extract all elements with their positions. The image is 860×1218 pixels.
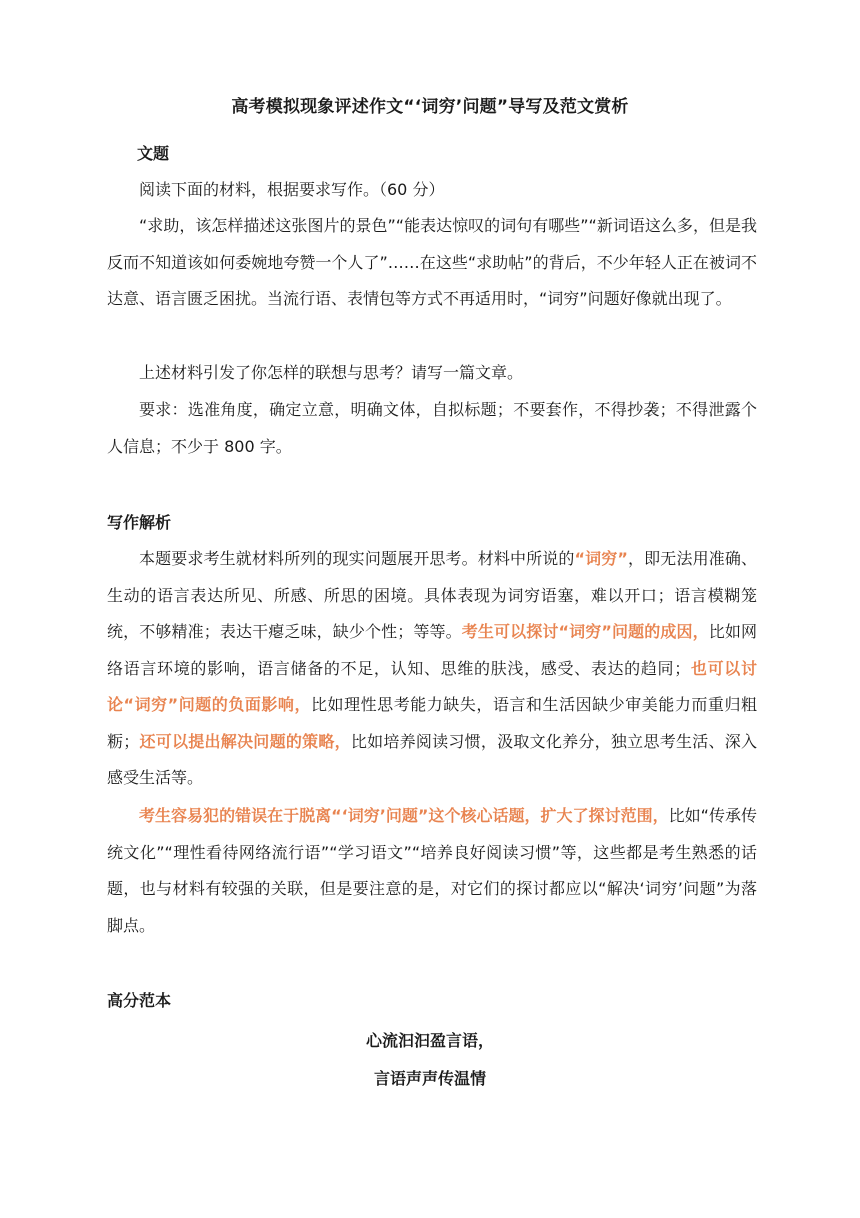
analysis-text: 比如“传承传统文化”“理性看待网络流行语”“学习语文”“培养良好阅读习惯”等，这些都是考生熟悉的话题，也与材料有较强的关联，但是要注意的是，对它们的探讨都应以“解决‘词穷’问题”为落脚点。: [107, 806, 757, 935]
analysis-highlight: “词穷”: [574, 549, 628, 568]
section-heading-sample: 高分范本: [107, 991, 172, 1010]
analysis-highlight: 也可以讨论“词穷”问题的负面影响，: [107, 658, 757, 714]
analysis-paragraph-2: [107, 798, 757, 944]
analysis-text: ，即无法用准确、生动的语言表达所见、所感、所思的困境。具体表现为词穷语塞，难以开口；语言模糊笼统，不够精准；表达干瘪乏味，缺少个性；等等。: [107, 549, 757, 641]
prompt-requirements: 要求：选准角度，确定立意，明确文体，自拟标题；不要套作，不得抄袭；不得泄露个人信息；不少于 800 字。: [107, 400, 757, 456]
analysis-highlight: 考生容易犯的错误在于脱离“‘词穷’问题”这个核心话题，扩大了探讨范围，: [139, 806, 669, 825]
section-heading-prompt: 文题: [137, 144, 170, 163]
analysis-text: 比如网络语言环境的影响，语言储备的不足，认知、思维的肤浅，感受、表达的趋同；: [107, 622, 757, 678]
prompt-instruction: 阅读下面的材料，根据要求写作。（60 分）: [139, 180, 445, 199]
analysis-highlight: 考生可以探讨“词穷”问题的成因，: [461, 622, 709, 641]
essay-title-line-1: 心流汩汩盈言语，: [365, 1031, 494, 1050]
analysis-highlight: 还可以提出解决问题的策略，: [139, 731, 351, 751]
document-title: 高考模拟现象评述作文“‘词穷’问题”导写及范文赏析: [231, 97, 629, 117]
analysis-text: 本题要求考生就材料所列的现实问题展开思考。材料中所说的: [139, 549, 575, 568]
section-heading-analysis: 写作解析: [107, 513, 172, 532]
analysis-paragraph-1: [107, 541, 757, 797]
analysis-text: 比如培养阅读习惯，汲取文化养分，独立思考生活、深入感受生活等。: [107, 731, 757, 787]
essay-title-line-2: 言语声声传温情: [373, 1069, 486, 1088]
prompt-question: 上述材料引发了你怎样的联想与思考？请写一篇文章。: [139, 363, 524, 382]
prompt-material: “求助，该怎样描述这张图片的景色”“能表达惊叹的词句有哪些”“新词语这么多，但是我反而不知道该如何委婉地夸赞一个人了”……在这些“求助帖”的背后，不少年轻人正在被词不达意、语言匮乏困扰。当流行语、表情包等方式不再适用时，“词穷”问题好像就出现了。: [107, 216, 757, 308]
analysis-text: 比如理性思考能力缺失，语言和生活因缺少审美能力而重归粗粝；: [107, 695, 757, 751]
